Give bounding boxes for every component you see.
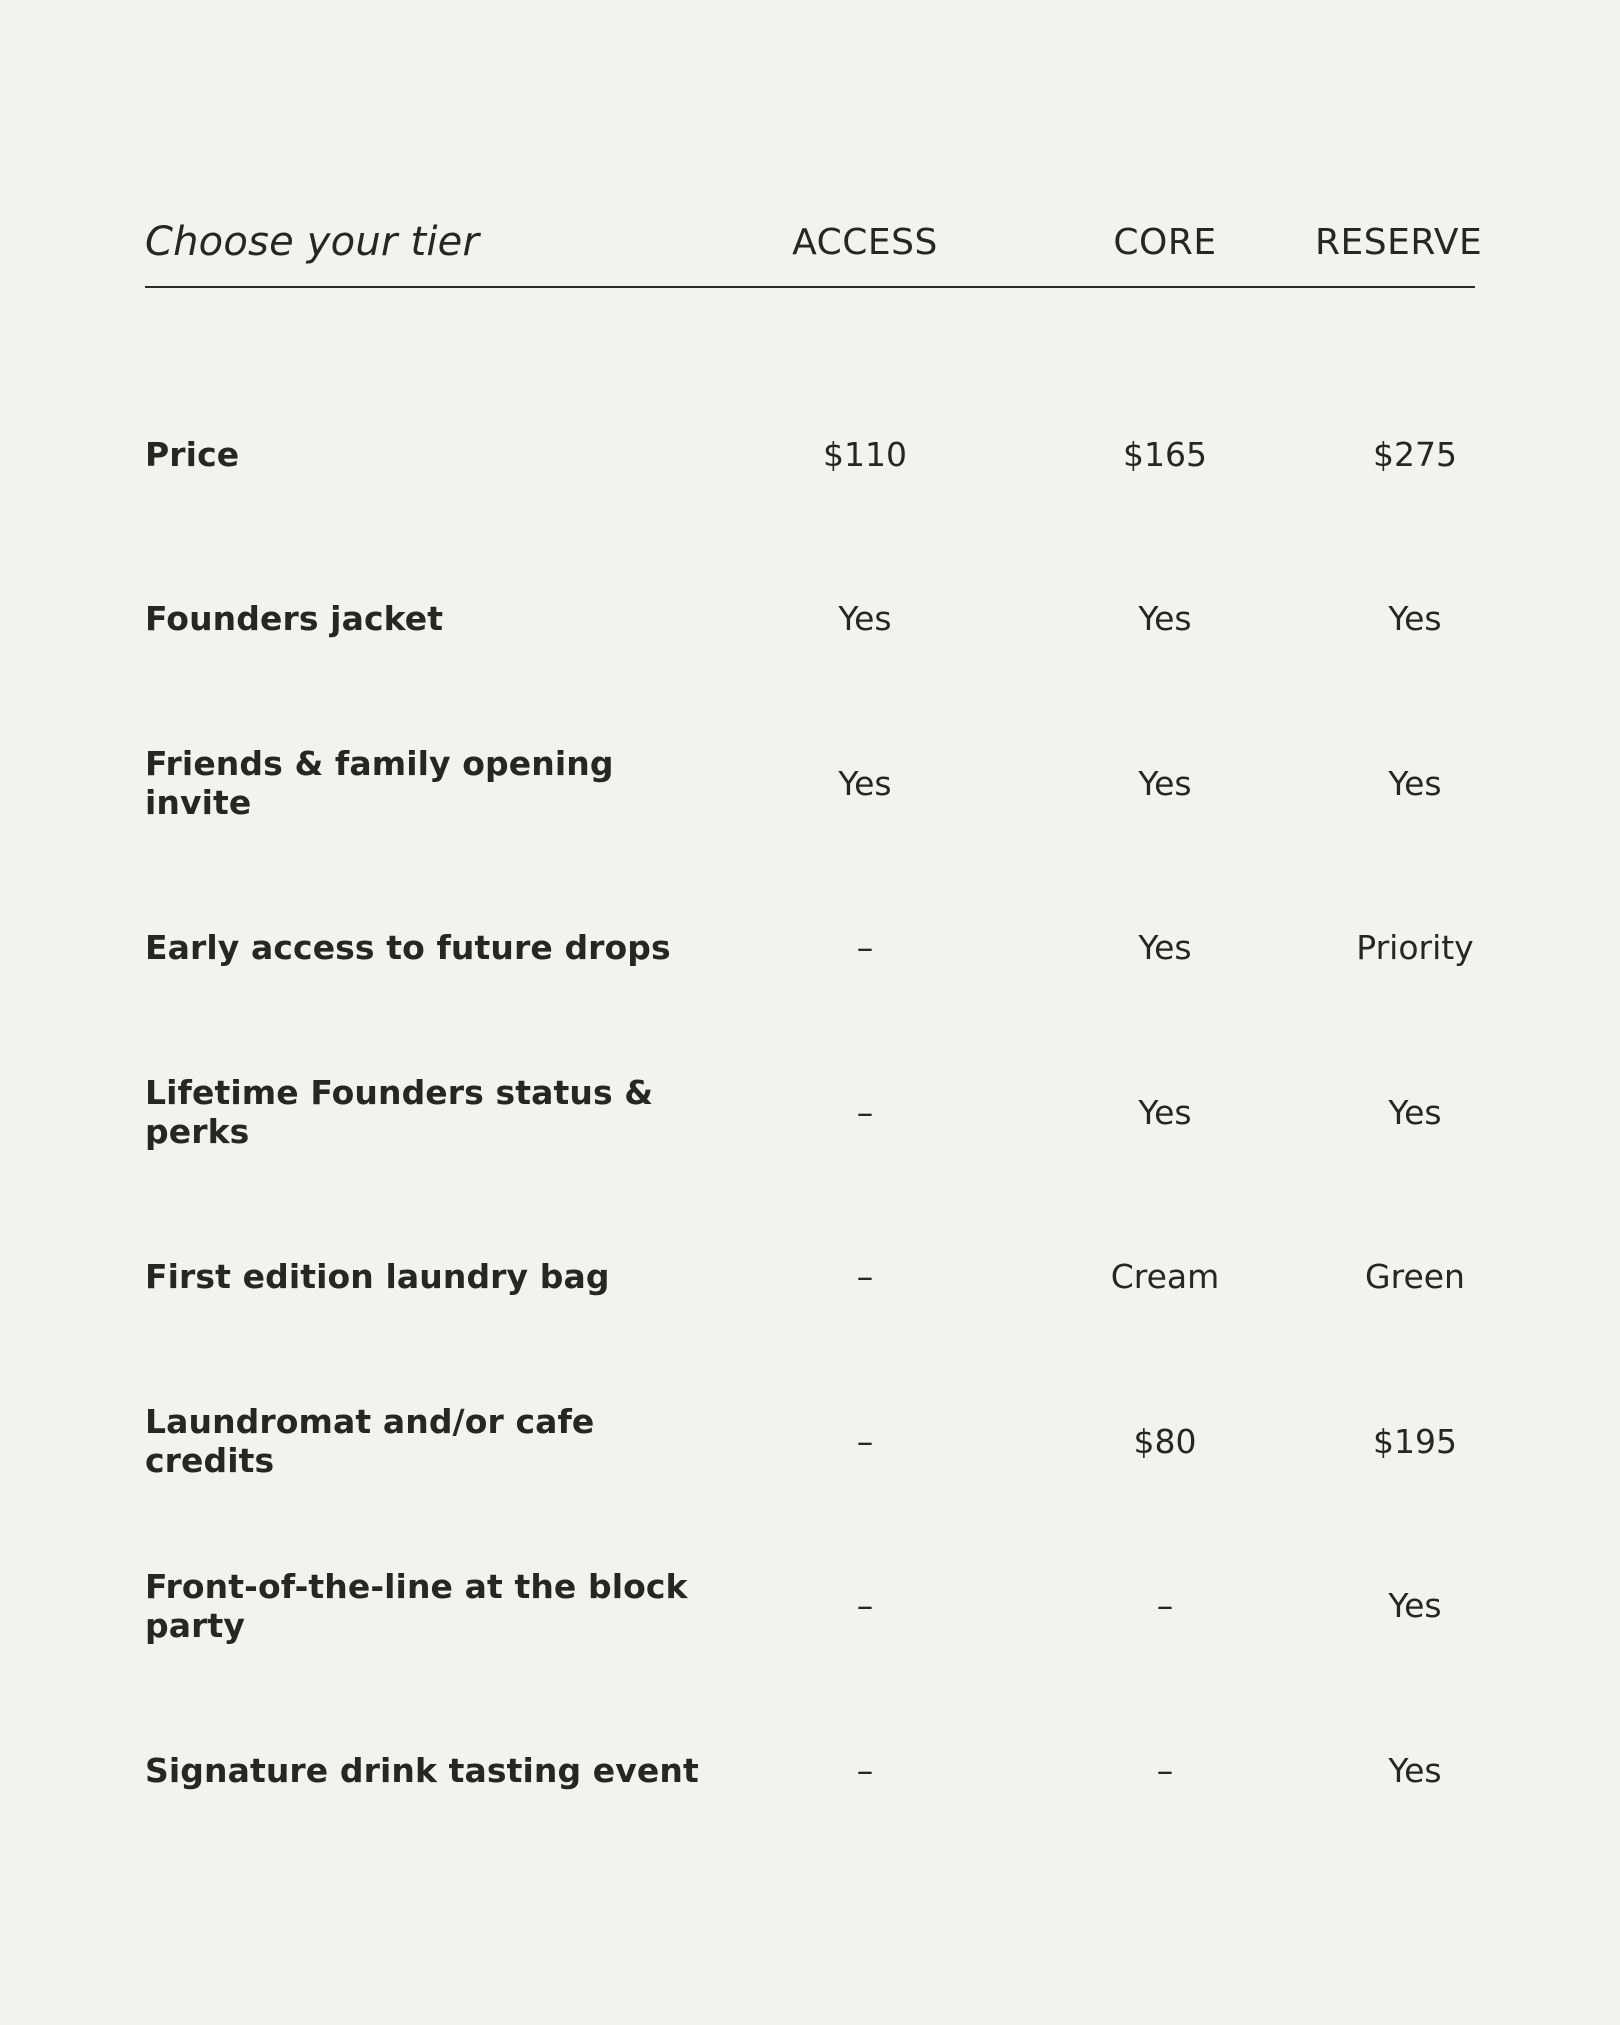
column-header-access: ACCESS xyxy=(792,221,938,263)
row-label: First edition laundry bag xyxy=(145,1257,610,1297)
cell-core: Cream xyxy=(1110,1257,1220,1297)
cell-access: – xyxy=(856,1421,874,1461)
cell-access: $110 xyxy=(823,434,907,474)
table-row xyxy=(145,866,1475,1031)
cell-access: – xyxy=(856,1586,874,1626)
row-label: Early access to future drops xyxy=(145,928,671,968)
cell-reserve: Yes xyxy=(1388,763,1442,803)
table-row xyxy=(145,1524,1475,1689)
cell-access: – xyxy=(856,1257,874,1297)
column-header-reserve: RESERVE xyxy=(1315,221,1483,263)
table-row xyxy=(145,1359,1475,1524)
table-row xyxy=(145,372,1475,537)
cell-core: Yes xyxy=(1138,928,1192,968)
cell-reserve: Priority xyxy=(1356,928,1474,968)
cell-access: Yes xyxy=(838,763,892,803)
cell-core: Yes xyxy=(1138,763,1192,803)
cell-access: – xyxy=(856,1092,874,1132)
row-label: Price xyxy=(145,434,240,474)
cell-access: – xyxy=(856,928,874,968)
row-label: Friends & family opening invite xyxy=(145,744,614,823)
table-row xyxy=(145,537,1475,702)
table-row xyxy=(145,701,1475,866)
tier-comparison-table xyxy=(145,190,1483,1853)
cell-reserve: Yes xyxy=(1388,1586,1442,1626)
row-label: Laundromat and/or cafe credits xyxy=(145,1402,595,1481)
cell-reserve: $275 xyxy=(1373,434,1457,474)
cell-core: $165 xyxy=(1123,434,1207,474)
cell-reserve: Green xyxy=(1365,1257,1465,1297)
cell-reserve: Yes xyxy=(1388,1750,1442,1790)
row-label: Lifetime Founders status & perks xyxy=(145,1073,654,1152)
table-header xyxy=(145,190,1483,288)
cell-core: – xyxy=(1156,1750,1174,1790)
cell-reserve: Yes xyxy=(1388,599,1442,639)
table-title: Choose your tier xyxy=(145,219,480,265)
row-label: Founders jacket xyxy=(145,599,444,639)
row-label: Front-of-the-line at the block party xyxy=(145,1566,688,1645)
column-header-core: CORE xyxy=(1113,221,1217,263)
row-label: Signature drink tasting event xyxy=(145,1750,699,1790)
cell-reserve: $195 xyxy=(1373,1421,1457,1461)
table-row xyxy=(145,1688,1475,1853)
cell-access: – xyxy=(856,1750,874,1790)
cell-core: – xyxy=(1156,1586,1174,1626)
table-row xyxy=(145,1030,1475,1195)
table-row xyxy=(145,1195,1475,1360)
cell-core: Yes xyxy=(1138,599,1192,639)
table-body xyxy=(145,372,1475,1853)
cell-core: $80 xyxy=(1133,1421,1197,1461)
cell-core: Yes xyxy=(1138,1092,1192,1132)
cell-access: Yes xyxy=(838,599,892,639)
cell-reserve: Yes xyxy=(1388,1092,1442,1132)
